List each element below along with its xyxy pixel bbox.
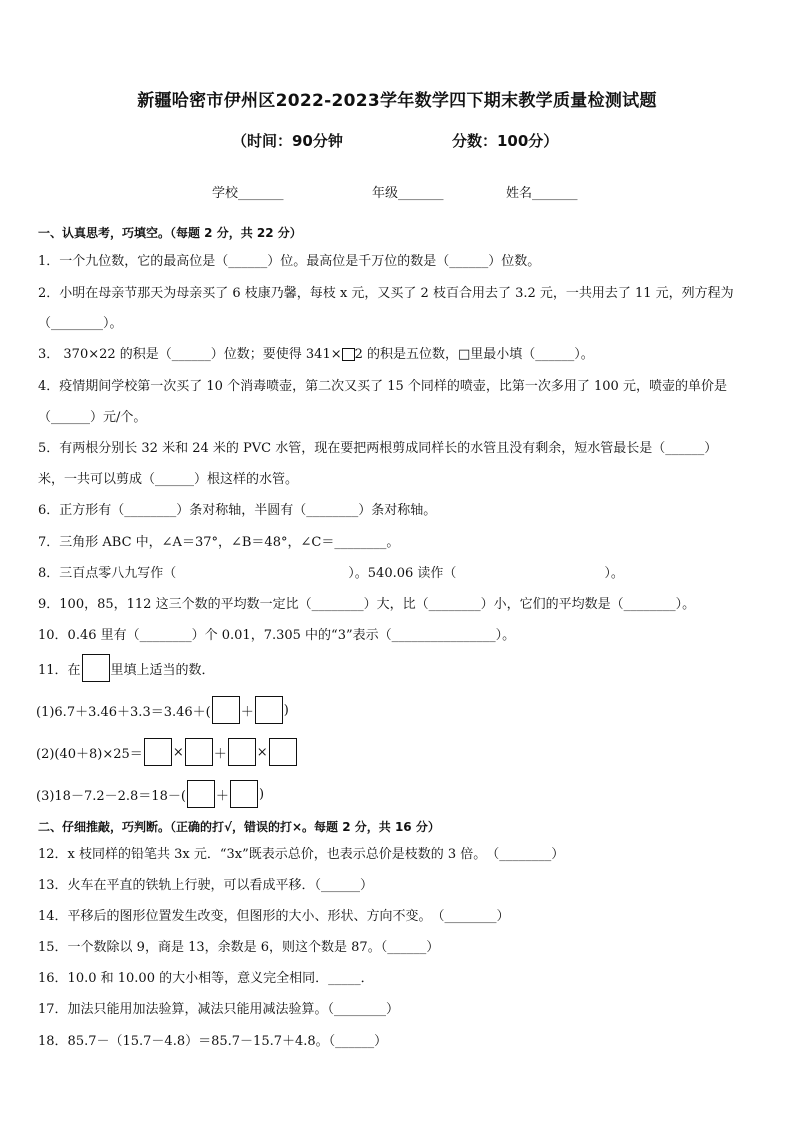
question-5-line2: 米，一共可以剪成（______）根这样的水管。: [38, 472, 299, 487]
question-11-2: [36, 738, 297, 766]
question-5-line1: 5．有两根分别长 32 米和 24 米的 PVC 水管，现在要把两根剪成同样长的水管且没有剩余，短水管最长是（______）: [38, 441, 718, 456]
answer-box[interactable]: [230, 780, 258, 808]
answer-box[interactable]: [185, 738, 213, 766]
question-13: 13．火车在平直的铁轨上行驶，可以看成平移．（______）: [38, 878, 374, 893]
question-2-line2: （________）。: [38, 316, 123, 331]
question-8: [38, 562, 624, 581]
q11-2-times: ×: [172, 744, 184, 760]
question-16: 16．10.0 和 10.00 的大小相等，意义完全相同．_____．: [38, 971, 374, 986]
q11-1-text: (1)6.7＋3.46＋3.3＝3.46＋(: [36, 704, 211, 720]
q11-2-times-2: ×: [256, 744, 268, 760]
question-17: 17．加法只能用加法验算，减法只能用减法验算。（________）: [38, 1002, 400, 1017]
answer-box[interactable]: [255, 696, 283, 724]
section-2-heading: 二、仔细推敲，巧判断。（正确的打√，错误的打×。每题 2 分，共 16 分）: [38, 820, 440, 834]
question-6: 6．正方形有（________）条对称轴，半圆有（________）条对称轴。: [38, 503, 437, 518]
question-12: 12．x 枝同样的铅笔共 3x 元．“3x”既表示总价，也表示总价是枝数的 3 倍。 （________）: [38, 847, 565, 862]
question-11-1: [36, 696, 289, 724]
question-11-3: [36, 780, 264, 808]
time-limit: （时间：90分钟: [232, 132, 343, 150]
school-field[interactable]: 学校_______: [212, 186, 284, 201]
answer-box[interactable]: [187, 780, 215, 808]
question-3-part1: 3． 370×22 的积是（______）位数；要使得 341×: [38, 347, 342, 362]
question-11: [38, 654, 215, 682]
grade-field[interactable]: 年级_______: [372, 186, 444, 201]
section-1-heading: 一、认真思考，巧填空。（每题 2 分，共 22 分）: [38, 226, 302, 240]
question-14: 14．平移后的图形位置发生改变，但图形的大小、形状、方向不变。 （________）: [38, 909, 510, 924]
question-9: 9．100，85，112 这三个数的平均数一定比（________）大，比（________）小，它们的平均数是（________）。: [38, 597, 696, 612]
answer-box: [82, 654, 110, 682]
q11-1-plus: ＋: [240, 704, 254, 720]
question-4-line2: （______）元/个。: [38, 410, 147, 425]
blank-square-icon: [342, 348, 355, 361]
question-4-line1: 4．疫情期间学校第一次买了 10 个消毒喷壶，第二次又买了 15 个同样的喷壶，比第一次多用了 100 元，喷壶的单价是: [38, 379, 727, 394]
q11-3-close: ): [258, 786, 265, 802]
q11-3-plus: ＋: [215, 788, 229, 804]
question-2-line1: 2．小明在母亲节那天为母亲买了 6 枝康乃馨，每枝 x 元，又买了 2 枝百合用去了 3.2 元，一共用去了 11 元，列方程为: [38, 286, 734, 301]
question-3-part2: 2 的积是五位数，□里最小填（______）。: [354, 347, 594, 362]
question-11-part2: 里填上适当的数．: [110, 662, 215, 678]
question-3: [38, 343, 594, 362]
question-18: 18．85.7－（15.7－4.8）＝85.7－15.7＋4.8。（______）: [38, 1034, 388, 1049]
question-11-part1: 11．在: [38, 662, 81, 678]
answer-box[interactable]: [269, 738, 297, 766]
answer-box[interactable]: [212, 696, 240, 724]
question-8-part1: 8．三百点零八九写作（: [38, 566, 177, 581]
name-field[interactable]: 姓名_______: [506, 186, 578, 201]
answer-box[interactable]: [144, 738, 172, 766]
answer-box[interactable]: [228, 738, 256, 766]
q11-2-text: (2)(40＋8)×25＝: [36, 746, 143, 762]
question-7: 7．三角形 ABC 中，∠A＝37°，∠B＝48°，∠C＝________。: [38, 535, 400, 550]
question-10: 10．0.46 里有（________）个 0.01，7.305 中的“3”表示（________________）。: [38, 628, 516, 643]
question-8-part2: ）。540.06 读作（: [348, 566, 457, 581]
question-1: 1．一个九位数，它的最高位是（______）位。最高位是千万位的数是（______）位数。: [38, 254, 541, 269]
total-score: 分数：100分）: [452, 132, 559, 150]
q11-1-close: ): [283, 702, 289, 718]
q11-2-plus: ＋: [213, 746, 227, 762]
page-title: 新疆哈密市伊州区2022-2023学年数学四下期末教学质量检测试题: [137, 91, 657, 111]
question-8-part3: ）。: [604, 566, 624, 581]
question-15: 15．一个数除以 9，商是 13，余数是 6，则这个数是 87。（______）: [38, 940, 440, 955]
q11-3-text: (3)18－7.2－2.8＝18－(: [36, 788, 186, 804]
